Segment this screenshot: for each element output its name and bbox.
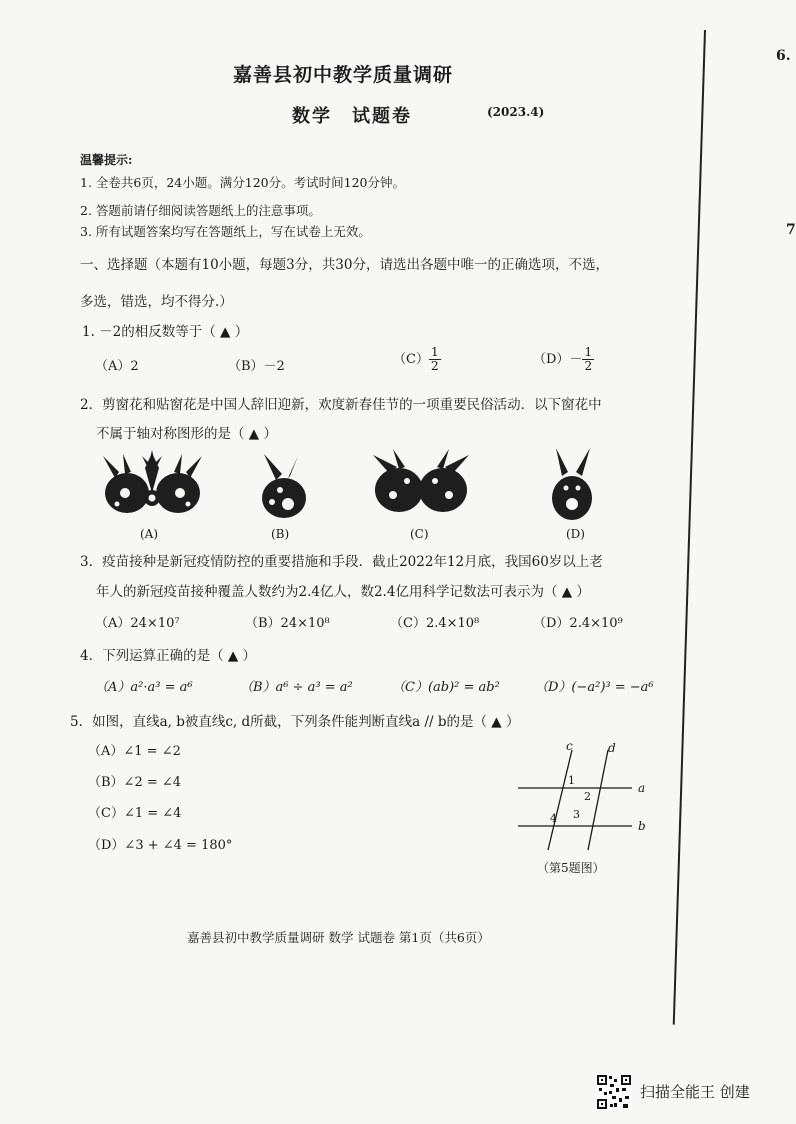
exam-subtitle: 数学 试题卷 [292, 106, 412, 127]
angle-1-label: 1 [568, 774, 575, 787]
question-4-stem: 4．下列运算正确的是（ ▲ ） [80, 648, 257, 664]
question-1-option-a: （A）2 [95, 359, 139, 374]
question-5-option-c: （C）∠1 = ∠4 [88, 806, 182, 821]
question-3-option-c: （C）2.4×10⁸ [390, 616, 480, 631]
scanner-watermark: 扫描全能王 创建 [640, 1083, 750, 1101]
papercut-b-image [254, 450, 314, 522]
question-4-option-b: （B）a⁶ ÷ a³ = a² [240, 680, 353, 695]
label-c: c [566, 739, 573, 753]
page-footer: 嘉善县初中教学质量调研 数学 试题卷 第1页（共6页） [187, 930, 490, 945]
notice-heading: 温馨提示: [80, 153, 133, 167]
label-d: d [608, 741, 616, 755]
papercut-c-image [371, 445, 471, 521]
question-1-stem: 1. －2的相反数等于（ ▲ ） [82, 324, 249, 340]
angle-4-label: 4 [550, 812, 557, 825]
question-1-option-b: （B）－2 [228, 359, 285, 374]
exam-date: (2023.4) [487, 105, 545, 119]
notice-item: 1. 全卷共6页，24小题。满分120分。考试时间120分钟。 [80, 175, 405, 190]
question-3-option-d: （D）2.4×10⁹ [533, 616, 623, 631]
adjacent-page-fragment: 7 [786, 222, 796, 238]
question-4-option-d: （D）(−a²)³ = −a⁶ [535, 680, 654, 695]
angle-2-label: 2 [584, 790, 591, 803]
question-4-option-a: （A）a²·a³ = a⁶ [95, 680, 193, 695]
line-c [548, 750, 572, 850]
label-a: a [638, 781, 646, 795]
question-5-option-a: （A）∠1 = ∠2 [88, 744, 181, 759]
paper-fold-line [673, 30, 706, 1025]
section-instruction-cont: 多选，错选，均不得分.） [80, 294, 233, 310]
papercut-d-image [544, 446, 600, 522]
section-instruction: 一、选择题（本题有10小题，每题3分，共30分，请选出各题中唯一的正确选项，不选， [80, 257, 609, 273]
notice-item: 3. 所有试题答案均写在答题纸上，写在试卷上无效。 [80, 224, 371, 239]
angle-3-label: 3 [573, 808, 580, 821]
question-1-option-c: （C） $\frac{1}{2}$ [393, 345, 439, 373]
question-5-option-b: （B）∠2 = ∠4 [88, 775, 182, 790]
question-4-option-c: （C）(ab)² = ab² [392, 680, 500, 695]
label-b: b [638, 819, 646, 833]
question-3-option-a: （A）24×10⁷ [95, 616, 180, 631]
question-5-stem: 5．如图，直线a, b被直线c, d所截，下列条件能判断直线a // b的是（ ▲ ） [70, 714, 520, 730]
papercut-d-label: (D) [566, 527, 585, 541]
papercut-a-image [95, 448, 210, 523]
question-3-option-b: （B）24×10⁸ [245, 616, 330, 631]
question-2-stem-cont: 不属于轴对称图形的是（ ▲ ） [96, 426, 277, 442]
papercut-a-label: (A) [140, 527, 159, 541]
exam-title: 嘉善县初中教学质量调研 [233, 64, 454, 86]
question-3-stem-cont: 年人的新冠疫苗接种覆盖人数约为2.4亿人，数2.4亿用科学记数法可表示为（ ▲ ） [96, 584, 590, 600]
question-1-option-d: （D）－ $\frac{1}{2}$ [533, 345, 593, 373]
question-2-stem: 2．剪窗花和贴窗花是中国人辞旧迎新，欢度新春佳节的一项重要民俗活动．以下窗花中 [80, 397, 602, 413]
line-d [588, 750, 608, 850]
adjacent-page-number: 6. [776, 48, 791, 64]
papercut-c-label: (C) [410, 527, 429, 541]
notice-item: 2. 答题前请仔细阅读答题纸上的注意事项。 [80, 203, 321, 218]
question-5-option-d: （D）∠3 + ∠4 = 180° [88, 838, 233, 853]
question-3-stem: 3．疫苗接种是新冠疫情防控的重要措施和手段．截止2022年12月底，我国60岁以上老 [80, 554, 603, 570]
papercut-b-label: (B) [271, 527, 290, 541]
question-5-figure [510, 738, 660, 878]
qr-code-icon [596, 1074, 632, 1110]
question-5-figure-caption: （第5题图） [537, 861, 605, 875]
